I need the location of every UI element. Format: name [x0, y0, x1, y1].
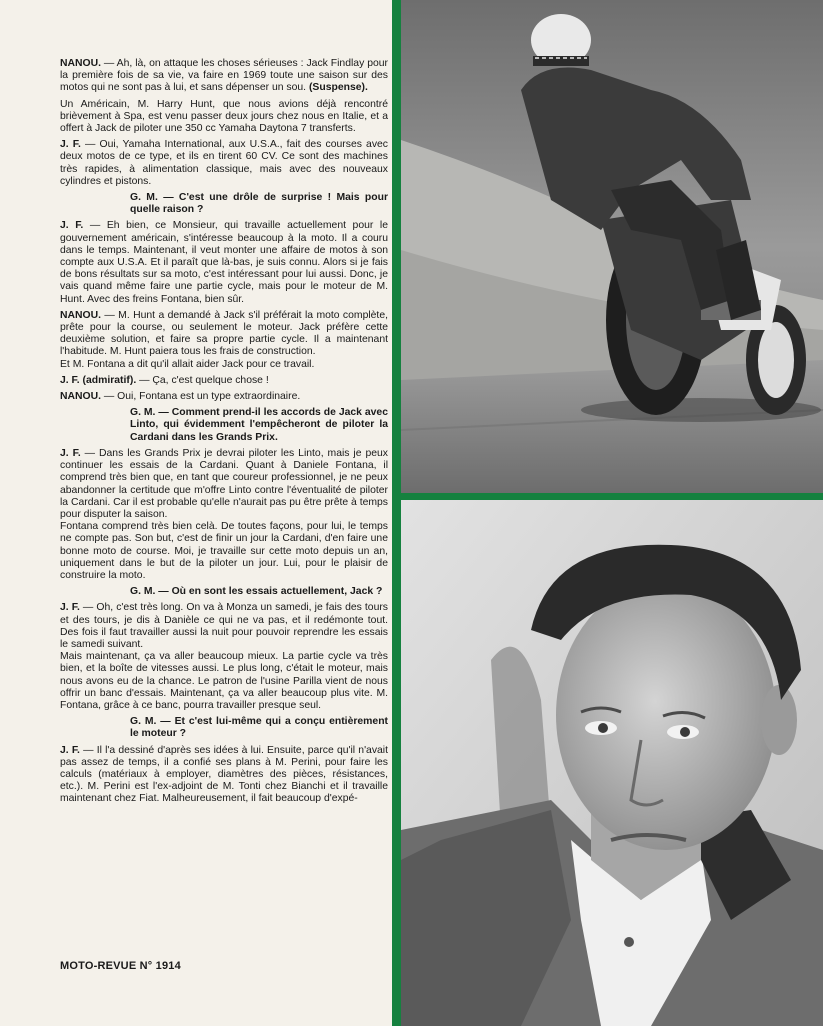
article-paragraph: J. F. — Oui, Yamaha International, aux U.S.A., fait des courses avec deux motos de ce type, et ils en tirent 60 CV. Ce sont des machines très rapides, à alimentation classique, mais avec des nouveaux cylindres et pistons. [60, 139, 388, 187]
article-paragraph: NANOU. — Ah, là, on attaque les choses sérieuses : Jack Findlay pour la première fois de sa vie, va faire en 1969 toute une saison sur des motos qui ne sont pas à lui, et sans dépenser un sou. (Suspense). [60, 58, 388, 94]
motorcycle-photo [401, 0, 823, 493]
article-paragraph: J. F. — Il l'a dessiné d'après ses idées à lui. Ensuite, parce qu'il n'avait pas assez de temps, il a confié ses plans à M. Perini, pour faire les calculs (matériaux à employer, diamètres des pièces, résistances, etc.). M. Perini est l'ex-adjoint de M. Tonti chez Bianchi et il travaille maintenant chez Fiat. Malheureusement, il fait beaucoup d'expé- [60, 744, 388, 805]
motorcycle-racer-image [401, 0, 823, 493]
article-text-column [60, 58, 388, 810]
vertical-divider [392, 0, 401, 1026]
horizontal-divider [392, 493, 823, 500]
article-paragraph: NANOU. — Oui, Fontana est un type extraordinaire. [60, 391, 301, 403]
article-paragraph: Un Américain, M. Harry Hunt, que nous avions déjà rencontré brièvement à Spa, est venu passer deux jours chez nous en Italie, et a offert à Jack de piloter une 350 cc Yamaha Daytona 7 transferts. [60, 98, 388, 135]
article-paragraph: NANOU. — M. Hunt a demandé à Jack s'il préférait la moto complète, prête pour la course, ou seulement le moteur. Jack préfère cette deuxième solution, et faire sa propre partie cycle. Il a maintenant l'habitude. M. Hunt paiera tous les frais de construction. [60, 309, 388, 358]
article-paragraph: J. F. — Eh bien, ce Monsieur, qui travaille actuellement pour le gouvernement américain, s'intéresse beaucoup à la moto. Il a couru dans le temps. Maintenant, il veut monter une affaire de motos à son compte aux U.S.A. Et il paraît que là-bas, je suis connu. Alors si je fais de bons résultats sur sa moto, c'est intéressant pour lui aussi. Donc, je vais quand même faire une partie cycle, mais pour le moteur de M. Hunt. Avec des freins Fontana, bien sûr. [60, 220, 388, 305]
article-paragraph: J. F. — Oh, c'est très long. On va à Monza un samedi, je fais des tours et des tours, je dis à Danièle ce qui ne va pas, et il redémonte tout. Des fois il faut travailler aussi la nuit pour pouvoir reprendre les essais le samedi suivant. [60, 602, 389, 650]
interviewer-question: G. M. — C'est une drôle de surprise ! Mais pour quelle raison ? [130, 192, 388, 216]
interviewer-question: G. M. — Et c'est lui-même qui a conçu entièrement le moteur ? [130, 716, 388, 740]
issue-number: N° 1914 [139, 960, 181, 972]
page-footer [60, 960, 181, 972]
article-paragraph: J. F. — Dans les Grands Prix je devrai piloter les Linto, mais je peux continuer les essais de la Cardani. Quant à Daniele Fontana, il comprend très bien que, en tant que coureur professionnel, je ne peux abandonner la certitude que m'offre Linto contre l'éventualité de piloter la Cardani. Car il est probable qu'elle n'aurait pas pu être prête à temps pour disputer la saison. [60, 447, 389, 520]
portrait-photo [401, 500, 823, 1026]
magazine-name: MOTO-REVUE [60, 960, 137, 972]
portrait-image [401, 500, 823, 1026]
article-paragraph: Et M. Fontana a dit qu'il allait aider Jack pour ce travail. [60, 358, 315, 370]
article-paragraph: J. F. (admiratif). — Ça, c'est quelque chose ! [60, 374, 269, 386]
interviewer-question: G. M. — Comment prend-il les accords de Jack avec Linto, qui évidemment l'empêcheront de piloter la Cardani dans les Grands Prix. [130, 407, 388, 443]
article-paragraph: Fontana comprend très bien celà. De toutes façons, pour lui, le temps ne compte pas. Son but, c'est de finir un jour la Cardani, d'en faire une bonne moto de course. Moi, je travaille sur cette moto depuis un an, uniquement dans le but de la piloter un jour. Lui, pour le plaisir de construire la moto. [60, 521, 388, 581]
interviewer-question: G. M. — Où en sont les essais actuellement, Jack ? [130, 586, 383, 598]
article-paragraph: Mais maintenant, ça va aller beaucoup mieux. La partie cycle va très bien, et la boîte de vitesses aussi. Le plus long, c'était le moteur, mais nous avons eu de la chance. Le patron de l'usine Parilla vient de nous offrir un banc d'essais. Maintenant, ça va aller beaucoup plus vite. M. Fontana, grâce à ce banc, pourra travailler presque seul. [60, 651, 388, 711]
